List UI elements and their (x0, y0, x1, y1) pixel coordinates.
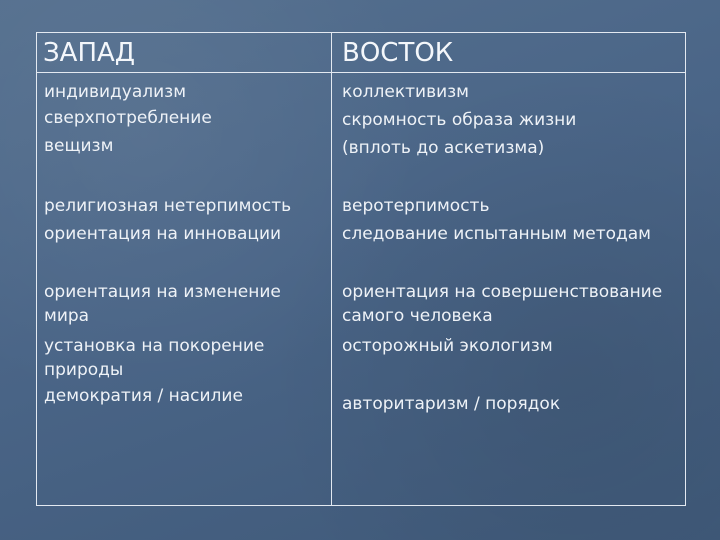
comparison-table (36, 32, 686, 506)
west-item: ориентация на изменение (44, 282, 281, 302)
west-item: религиозная нетерпимость (44, 196, 292, 216)
header-east: ВОСТОК (342, 38, 454, 68)
west-item: демократия / насилие (44, 386, 243, 406)
west-item: сверхпотребление (44, 108, 212, 128)
east-item: ориентация на совершенствование (342, 282, 663, 302)
column-divider (331, 33, 332, 505)
west-item: природы (44, 360, 124, 380)
table-header-row (37, 33, 685, 73)
west-item: индивидуализм (44, 82, 187, 102)
east-item: осторожный экологизм (342, 336, 553, 356)
east-item: самого человека (342, 306, 493, 326)
west-item: установка на покорение (44, 336, 265, 356)
header-west: ЗАПАД (43, 38, 136, 68)
east-item: веротерпимость (342, 196, 490, 216)
west-item: мира (44, 306, 90, 326)
west-item: ориентация на инновации (44, 224, 282, 244)
east-item: авторитаризм / порядок (342, 394, 561, 414)
west-item: вещизм (44, 136, 114, 156)
east-item: коллективизм (342, 82, 470, 102)
east-item: скромность образа жизни (342, 110, 577, 130)
east-item: (вплоть до аскетизма) (342, 138, 545, 158)
east-item: следование испытанным методам (342, 224, 652, 244)
